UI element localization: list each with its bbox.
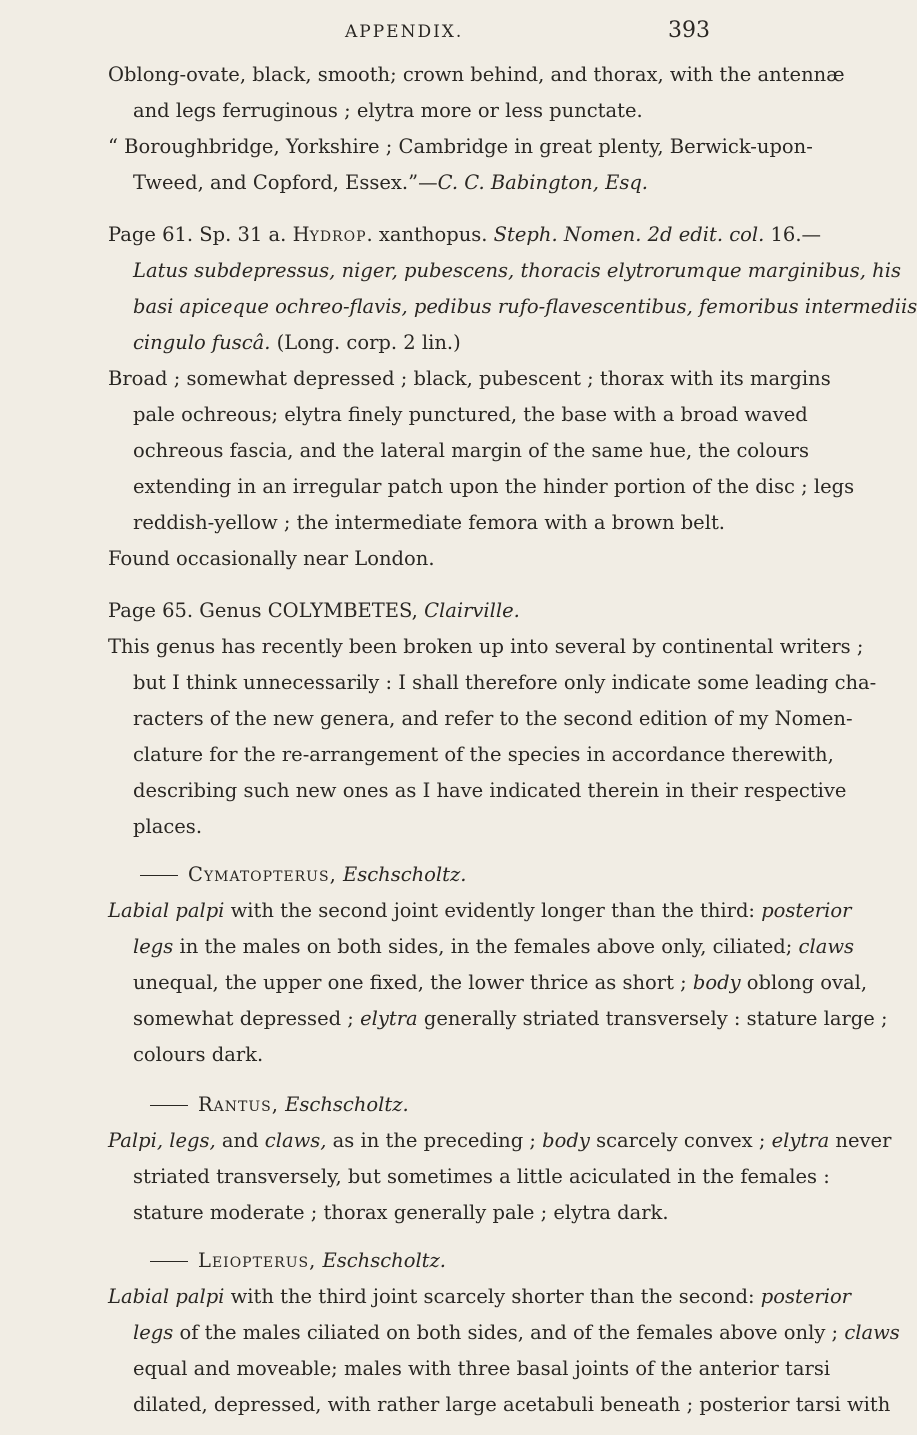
text-line: Found occasionally near London.	[108, 547, 435, 570]
text-line: legs in the males on both sides, in the females above only, ciliated; claws	[133, 935, 855, 958]
text-line: but I think unnecessarily : I shall therefore only indicate some leading cha-	[133, 671, 877, 694]
text-line: Leiopterus, Eschscholtz.	[150, 1248, 446, 1274]
text-line: clature for the re-arrangement of the species in accordance therewith,	[133, 743, 834, 766]
text-line: Labial palpi with the third joint scarcely shorter than the second: posterior	[108, 1285, 852, 1308]
text-line: This genus has recently been broken up into several by continental writers ;	[108, 635, 864, 658]
text-line: “ Boroughbridge, Yorkshire ; Cambridge in great plenty, Berwick-upon-	[108, 135, 813, 158]
text-line: racters of the new genera, and refer to the second edition of my Nomen-	[133, 707, 853, 730]
running-header: APPENDIX.	[345, 22, 464, 42]
text-line: dilated, depressed, with rather large acetabuli beneath ; posterior tarsi with	[133, 1393, 891, 1416]
text-line: basi apiceque ochreo-flavis, pedibus rufo-flavescentibus, femoribus intermediis	[133, 295, 917, 318]
text-line: Oblong-ovate, black, smooth; crown behind, and thorax, with the antennæ	[108, 63, 845, 86]
text-line: ochreous fascia, and the lateral margin of the same hue, the colours	[133, 439, 810, 462]
text-line: Page 65. Genus COLYMBETES, Clairville.	[108, 599, 520, 622]
text-line: Labial palpi with the second joint evidently longer than the third: posterior	[108, 899, 852, 922]
text-line: cingulo fuscâ. (Long. corp. 2 lin.)	[133, 331, 461, 354]
text-line: Tweed, and Copford, Essex.”—C. C. Babington, Esq.	[133, 171, 649, 194]
text-line: describing such new ones as I have indicated therein in their respective	[133, 779, 847, 802]
text-line: striated transversely, but sometimes a little aciculated in the females :	[133, 1165, 830, 1188]
text-line: and legs ferruginous ; elytra more or less punctate.	[133, 99, 643, 122]
text-line: legs of the males ciliated on both sides, and of the females above only ; claws	[133, 1321, 900, 1344]
text-line: Page 61. Sp. 31 a. Hydrop. xanthopus. Steph. Nomen. 2d edit. col. 16.—	[108, 223, 822, 246]
text-line: stature moderate ; thorax generally pale ; elytra dark.	[133, 1201, 669, 1224]
text-line: Rantus, Eschscholtz.	[150, 1092, 409, 1118]
text-line: unequal, the upper one fixed, the lower thrice as short ; body oblong oval,	[133, 971, 868, 994]
text-line: somewhat depressed ; elytra generally striated transversely : stature large ;	[133, 1007, 888, 1030]
page-number: 393	[668, 18, 710, 43]
text-line: Palpi, legs, and claws, as in the preceding ; body scarcely convex ; elytra never	[108, 1129, 892, 1152]
text-line: places.	[133, 815, 203, 838]
text-line: extending in an irregular patch upon the hinder portion of the disc ; legs	[133, 475, 855, 498]
text-line: reddish-yellow ; the intermediate femora with a brown belt.	[133, 511, 725, 534]
text-line: colours dark.	[133, 1043, 264, 1066]
text-line: Cymatopterus, Eschscholtz.	[140, 862, 466, 888]
text-line: Latus subdepressus, niger, pubescens, thoracis elytrorumque marginibus, his	[133, 259, 901, 282]
text-line: equal and moveable; males with three basal joints of the anterior tarsi	[133, 1357, 831, 1380]
text-line: pale ochreous; elytra finely punctured, the base with a broad waved	[133, 403, 808, 426]
text-line: Broad ; somewhat depressed ; black, pubescent ; thorax with its margins	[108, 367, 831, 390]
